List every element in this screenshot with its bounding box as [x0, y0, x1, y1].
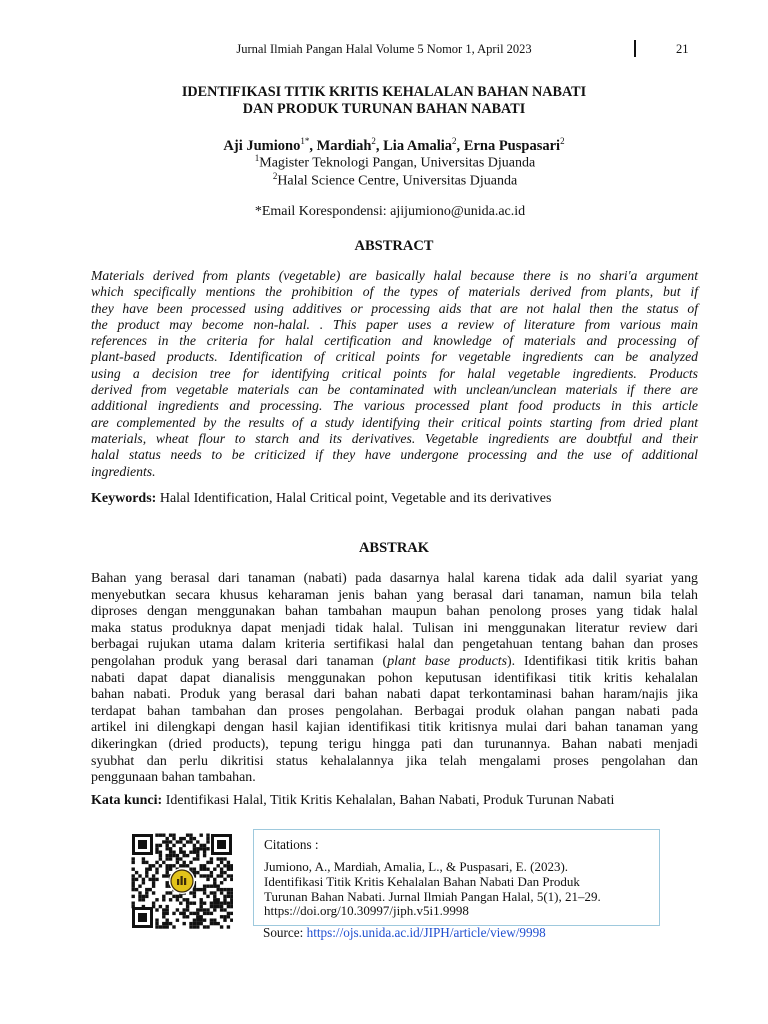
keywords [91, 491, 711, 507]
citation-text [264, 860, 601, 919]
journal-info: Jurnal Ilmiah Pangan Halal Volume 5 Nomor 1, April 2023 [236, 42, 532, 56]
source-label: Source: [263, 925, 307, 940]
abstrak-line: penggunaan bahan tambahan. [91, 770, 256, 786]
abstract-line: halal status needs to be criticized if they have undergone processing and the use of additional [91, 447, 698, 463]
author-separator: , [456, 137, 464, 154]
qr-code-icon[interactable] [131, 833, 233, 929]
qr-finder-bottom-left [132, 907, 153, 928]
author-sup: 2 [560, 136, 565, 146]
abstract-line: Materials derived from plants (vegetable) are basically halal because there is no shari'a argument [91, 268, 698, 283]
abstrak-line: berbagai rujukan utama dalam kriteria sertifikasi halal dan pengetahuan tentang bahan dan proses [91, 637, 698, 653]
kata-kunci [91, 793, 731, 809]
title-line-2: DAN PRODUK TURUNAN BAHAN NABATI [242, 101, 526, 117]
page-number: 21 [676, 42, 689, 56]
abstract-line: using a decision tree for identifying critical points for halal vegetable ingredients. Products [91, 365, 698, 381]
header-divider [634, 40, 636, 57]
affiliation-text: Magister Teknologi Pangan, Universitas Djuanda [259, 155, 536, 171]
author-list [0, 136, 768, 155]
abstract-line: plant-based products. Identification of critical points for vegetable ingredients can be analyzed [91, 349, 698, 365]
abstract-line: references in the criteria for halal certification and knowledge of materials and processing of [91, 333, 698, 349]
source-link[interactable]: https://ojs.unida.ac.id/JIPH/article/view/9998 [306, 925, 546, 940]
qr-finder-top-left [132, 834, 153, 855]
abstrak-line: maka status produknya dapat menjadi tidak halal. Tulisan ini menggunakan literatur review dari [91, 620, 698, 636]
citation-box [253, 829, 660, 926]
author-name: Lia Amalia [383, 137, 453, 154]
keywords-text: Halal Identification, Halal Critical point, Vegetable and its derivatives [159, 491, 552, 506]
affiliation-sup: 2 [272, 171, 278, 181]
abstract-line: which specifically mentions the prohibition of the types of materials derived from plants, but if [91, 284, 698, 300]
abstrak-line: dikeringkan (dried products), tepung terigu hingga pati dan turunannya. Bahan nabati menjadi [91, 736, 698, 752]
abstrak-italic-term: plant base products [387, 653, 508, 669]
author-separator: , [375, 137, 384, 154]
qr-finder-top-right [211, 834, 232, 855]
abstract-heading: ABSTRACT [354, 238, 434, 254]
title-line-1: IDENTIFIKASI TITIK KRITIS KEHALALAN BAHAN NABATI [181, 84, 587, 100]
author-name: Aji Jumiono [223, 137, 301, 154]
abstrak-line: bahan nabati. Produk yang berasal dari bahan nabati dapat terkontaminasi bahan haram/najis jika [91, 687, 698, 703]
paper-title [0, 84, 768, 118]
citation-heading: Citations : [264, 837, 319, 852]
kata-kunci-text: Identifikasi Halal, Titik Kritis Kehalalan, Bahan Nabati, Produk Turunan Nabati [165, 793, 615, 808]
citation-doi[interactable]: https://doi.org/10.30997/jiph.v5i1.9998 [264, 903, 469, 919]
abstrak-line [91, 654, 698, 671]
abstrak-fragment: pengolahan produk yang berasal dari tanaman ( [91, 653, 388, 669]
abstract-line: are complemented by the results of a study identifying their critical points starting from dried plant [91, 414, 698, 430]
author-separator: , [309, 137, 317, 154]
running-header [0, 42, 768, 60]
author-name: Erna Puspasari [463, 137, 561, 154]
abstract-line: they have been processed using additives or processing aids that are not halal then the status of [91, 300, 698, 316]
abstrak-line: terdapat bahan tambahan dan proses pengolahan. Berbagai produk olahan pangan nabati pada [91, 703, 698, 719]
abstrak-line: nabati dapat dapat dianalisis menggunakan pohon keputusan identifikasi titik kritis kehalalan [91, 670, 698, 686]
abstrak-line: diproses dengan menggunakan bahan tambahan maupun bahan penolong proses yang tidak halal [91, 604, 698, 620]
author-sup: 1* [300, 136, 310, 146]
abstract-line: derived from vegetable materials can be contaminated with unclean/unclean materials if there are [91, 382, 698, 398]
abstrak-line: menyebutkan secara khusus keharaman jenis bahan yang berasal dari tanaman, namun bila telah [91, 587, 698, 603]
affiliation-sup: 1 [254, 153, 260, 163]
affiliation-1 [0, 153, 768, 172]
citation-line: Jumiono, A., Mardiah, Amalia, L., & Puspasari, E. (2023). [264, 859, 569, 874]
kata-kunci-label: Kata kunci: [91, 793, 163, 808]
affiliation-2 [0, 171, 768, 190]
abstract-english [91, 268, 698, 480]
author-sup: 2 [452, 136, 457, 146]
abstrak-fragment: ). Identifikasi titik kritis bahan [507, 653, 698, 669]
citation-line: Identifikasi Titik Kritis Kehalalan Bahan Nabati Dan Produk [264, 873, 580, 889]
corresponding-email: *Email Korespondensi: ajijumiono@unida.ac.id [254, 204, 526, 219]
abstract-line: materials, wheat flour to starch and its derivatives. Vegetable ingredients are doubtful and their [91, 430, 698, 446]
affiliation-text: Halal Science Centre, Universitas Djuanda [277, 173, 518, 189]
halal-logo-icon [169, 868, 195, 894]
abstract-line: additional ingredients and processing. The various processed plant food products in this article [91, 398, 698, 414]
abstract-line: ingredients. [91, 463, 156, 479]
abstrak-line: artikel ini dilengkapi dengan hasil kajian identifikasi titik kritisnya mulai dari bahan tanaman yang [91, 720, 698, 736]
abstract-line: the product may become non-halal. . This paper uses a review of literature from various main [91, 316, 698, 332]
abstrak-heading: ABSTRAK [358, 540, 430, 556]
citation-line: Turunan Bahan Nabati. Jurnal Ilmiah Pangan Halal, 5(1), 21–29. [264, 888, 601, 904]
keywords-label: Keywords: [91, 491, 157, 506]
source-line [263, 925, 546, 941]
abstrak-line: syubhat dan perlu dikritisi status kehalalannya jika telah mengalami proses pengolahan dan [91, 753, 698, 769]
author-sup: 2 [371, 136, 376, 146]
abstrak-line: Bahan yang berasal dari tanaman (nabati) pada dasarnya halal karena tidak ada dalil syariat yang [91, 571, 698, 586]
abstract-indonesian [91, 571, 698, 787]
author-name: Mardiah [316, 137, 372, 154]
